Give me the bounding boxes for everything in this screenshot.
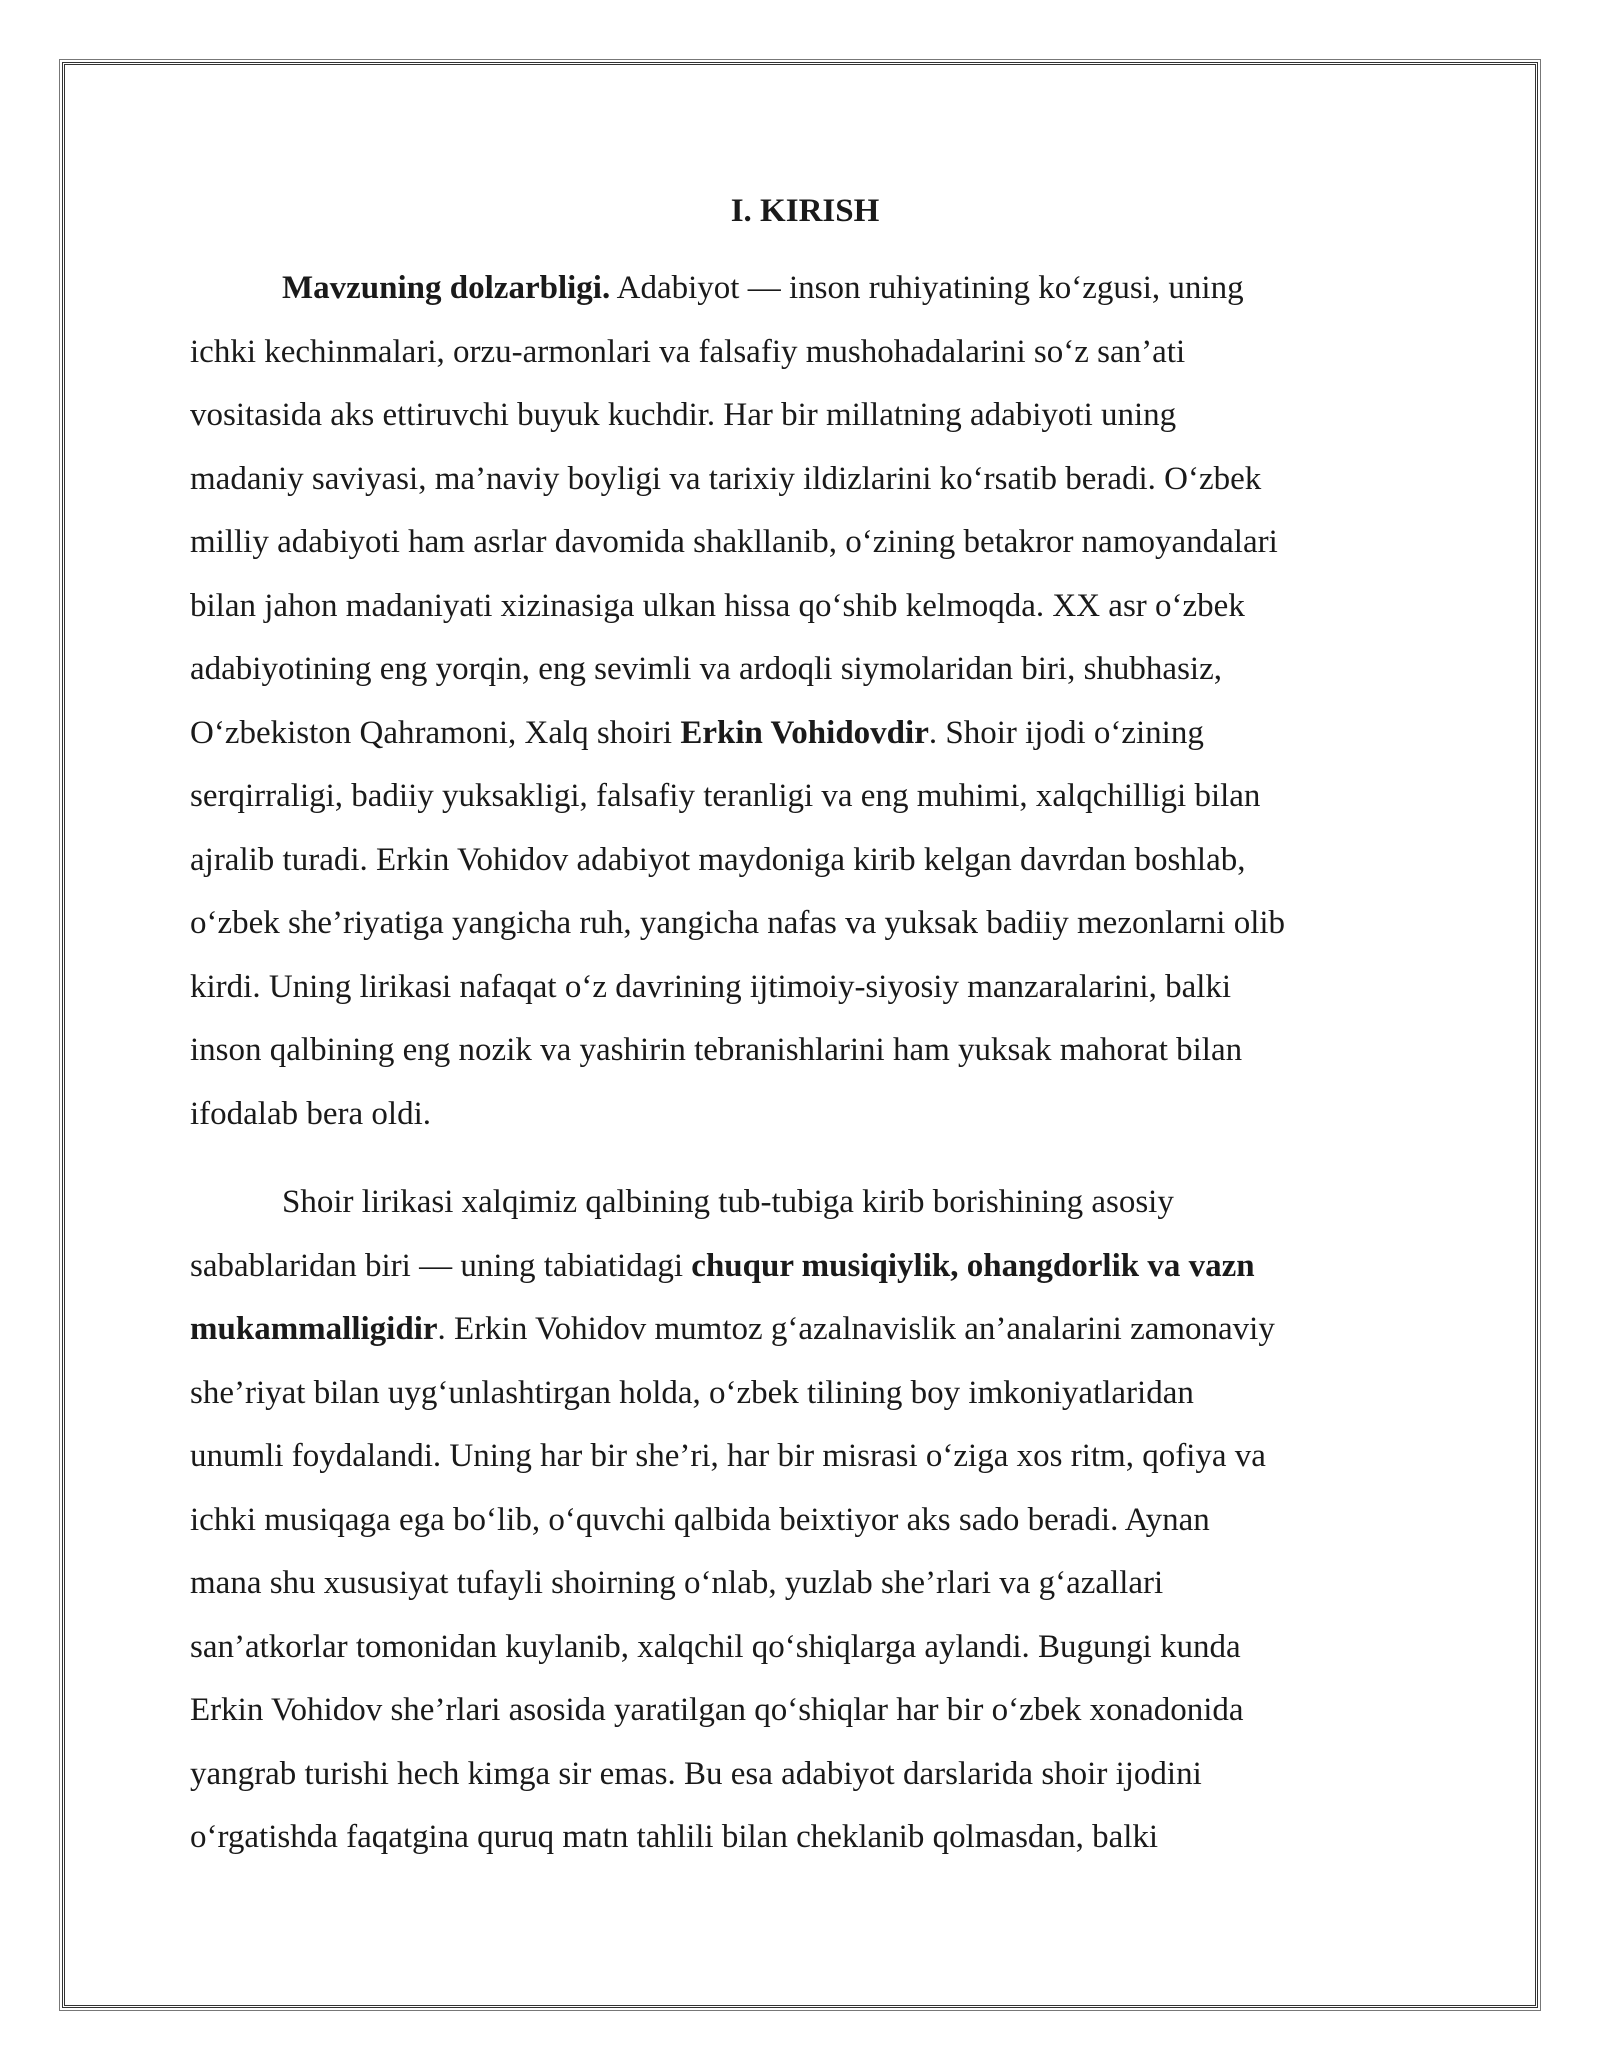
text-run: san’atkorlar tomonidan kuylanib, xalqchil qo‘shiqlarga aylandi. Bugungi kunda bbox=[190, 1628, 1241, 1665]
paragraph bbox=[190, 257, 1420, 1146]
text-line bbox=[190, 257, 1420, 321]
text-run: o‘rgatishda faqatgina quruq matn tahlili bilan cheklanib qolmasdan, balki bbox=[190, 1819, 1159, 1855]
paragraphs-container bbox=[190, 257, 1420, 1870]
text-run: she’riyat bilan uyg‘unlashtirgan holda, o‘zbek tilining boy imkoniyatlaridan bbox=[190, 1374, 1194, 1411]
text-run: ichki kechinmalari, orzu-armonlari va falsafiy mushohadalarini so‘z san’ati bbox=[190, 333, 1186, 370]
text-run: . Shoir ijodi o‘zining bbox=[928, 714, 1204, 751]
document-body bbox=[190, 185, 1420, 1870]
text-run: milliy adabiyoti ham asrlar davomida shakllanib, o‘zining betakror namoyandalari bbox=[190, 524, 1278, 560]
text-line bbox=[190, 638, 1420, 702]
text-run: serqirraligi, badiiy yuksakligi, falsafiy teranligi va eng muhimi, xalqchilligi bilan bbox=[190, 778, 1261, 814]
text-line bbox=[190, 384, 1420, 448]
text-line bbox=[190, 765, 1420, 829]
text-run: yangrab turishi hech kimga sir emas. Bu esa adabiyot darslarida shoir ijodini bbox=[190, 1755, 1202, 1792]
text-run: vositasida aks ettiruvchi buyuk kuchdir. Har bir millatning adabiyoti uning bbox=[190, 397, 1177, 433]
text-run: ichki musiqaga ega bo‘lib, o‘quvchi qalbida beixtiyor aks sado beradi. Aynan bbox=[190, 1501, 1210, 1538]
text-line bbox=[190, 829, 1420, 893]
text-line bbox=[190, 1171, 1420, 1235]
text-line bbox=[190, 1425, 1420, 1489]
bold-text: Mavzuning dolzarbligi. bbox=[282, 270, 611, 306]
text-line bbox=[190, 511, 1420, 575]
text-run: O‘zbekiston Qahramoni, Xalq shoiri bbox=[190, 714, 681, 751]
text-line bbox=[190, 1743, 1420, 1807]
text-run: ajralib turadi. Erkin Vohidov adabiyot maydoniga kirib kelgan davrdan boshlab, bbox=[190, 841, 1246, 878]
paragraph bbox=[190, 1171, 1420, 1870]
text-run: madaniy saviyasi, ma’naviy boyligi va tarixiy ildizlarini ko‘rsatib beradi. O‘zbek bbox=[190, 460, 1262, 497]
text-line bbox=[190, 1679, 1420, 1743]
text-line bbox=[190, 1806, 1420, 1870]
text-line bbox=[190, 892, 1420, 956]
text-line bbox=[190, 1235, 1420, 1299]
text-run: kirdi. Uning lirikasi nafaqat o‘z davrining ijtimoiy-siyosiy manzaralarini, balki bbox=[190, 968, 1232, 1005]
bold-text: Erkin Vohidovdir bbox=[680, 714, 929, 751]
text-line bbox=[190, 448, 1420, 512]
text-line bbox=[190, 1552, 1420, 1616]
bold-text: mukammalligidir bbox=[190, 1311, 438, 1347]
text-run: bilan jahon madaniyati xizinasiga ulkan hissa qo‘shib kelmoqda. XX asr o‘zbek bbox=[190, 587, 1245, 624]
section-heading: I. KIRISH bbox=[730, 193, 880, 229]
text-run: Erkin Vohidov she’rlari asosida yaratilgan qo‘shiqlar har bir o‘zbek xonadonida bbox=[190, 1692, 1244, 1728]
text-line bbox=[190, 956, 1420, 1020]
text-run: mana shu xususiyat tufayli shoirning o‘nlab, yuzlab she’rlari va g‘azallari bbox=[190, 1565, 1164, 1601]
text-line bbox=[190, 1298, 1420, 1362]
text-line bbox=[190, 1083, 1420, 1147]
text-run: adabiyotining eng yorqin, eng sevimli va ardoqli siymolaridan biri, shubhasiz, bbox=[190, 651, 1222, 687]
text-line bbox=[190, 575, 1420, 639]
text-line bbox=[190, 1616, 1420, 1680]
text-run: unumli foydalandi. Uning har bir she’ri, har bir misrasi o‘ziga xos ritm, qofiya va bbox=[190, 1438, 1266, 1474]
text-line bbox=[190, 702, 1420, 766]
text-line bbox=[190, 321, 1420, 385]
text-run: Adabiyot — inson ruhiyatining ko‘zgusi, uning bbox=[610, 270, 1244, 306]
bold-text: chuqur musiqiylik, ohangdorlik va vazn bbox=[691, 1247, 1255, 1284]
text-run: Shoir lirikasi xalqimiz qalbining tub-tubiga kirib borishining asosiy bbox=[282, 1184, 1174, 1220]
text-run: inson qalbining eng nozik va yashirin tebranishlarini ham yuksak mahorat bilan bbox=[190, 1032, 1243, 1068]
text-run: ifodalab bera oldi. bbox=[190, 1095, 431, 1132]
text-run: sabablaridan biri — uning tabiatidagi bbox=[190, 1247, 692, 1284]
text-run: . Erkin Vohidov mumtoz g‘azalnavislik an’analarini zamonaviy bbox=[437, 1311, 1275, 1347]
text-line bbox=[190, 1019, 1420, 1083]
text-line bbox=[190, 1489, 1420, 1553]
text-run: o‘zbek she’riyatiga yangicha ruh, yangicha nafas va yuksak badiiy mezonlarni olib bbox=[190, 905, 1286, 941]
text-line bbox=[190, 1362, 1420, 1426]
